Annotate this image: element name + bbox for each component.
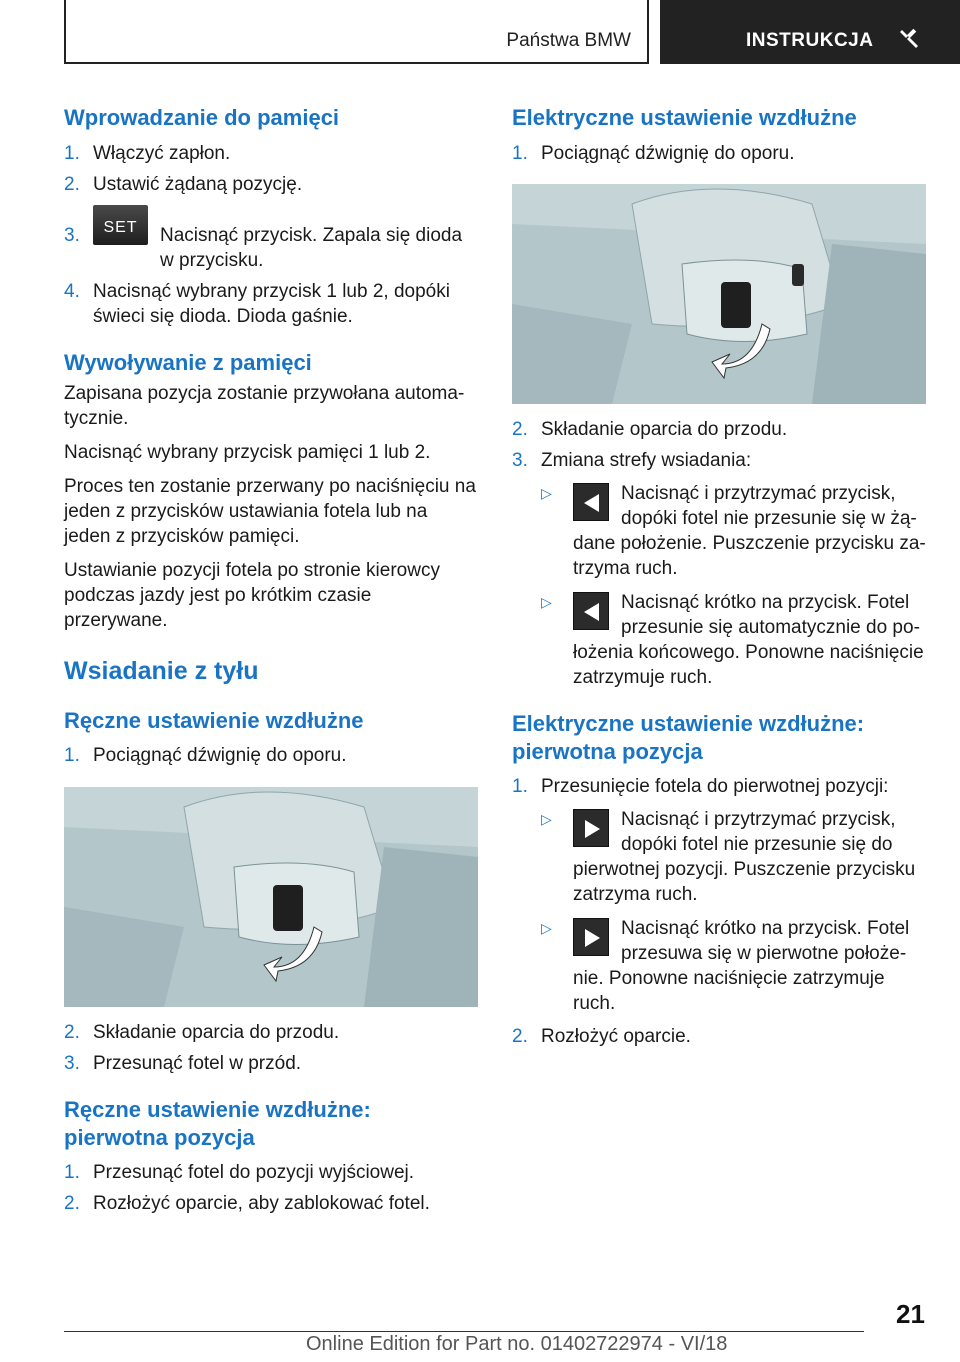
step-number: 1. bbox=[64, 143, 80, 164]
recall-paragraph-3: Proces ten zostanie przerwany po naciśnięciu na jeden z przycisków ustawiania fotela lub na jeden z przycisków pamięci. bbox=[64, 476, 476, 547]
memory-step-3: 3. SET Nacisnąć przycisk. Zapala się dioda w przycisku. bbox=[64, 211, 478, 261]
memory-step-1: 1. Włączyć zapłon. bbox=[64, 143, 231, 164]
seat-lever-photo bbox=[64, 787, 478, 1007]
step-number: 3. bbox=[64, 1053, 80, 1074]
rear-entry-heading: Wsiadanie z tyłu bbox=[64, 657, 259, 685]
forward-button-icon bbox=[573, 809, 609, 847]
electric-seat-lever-photo bbox=[512, 184, 926, 404]
step-number: 1. bbox=[512, 776, 528, 797]
electric-original-bullet-1: ▷ Nacisnąć i przytrzymać przycisk, dopóki fotel nie przesunie się do pierwotnej pozycji. Puszczenie przycisku zatrzyma ruch. bbox=[541, 809, 916, 905]
recall-paragraph-2: Nacisnąć wybrany przycisk pamięci 1 lub 2. bbox=[64, 442, 431, 463]
electric-step-2: 2. Składanie oparcia do przodu. bbox=[512, 419, 788, 440]
step-number: 2. bbox=[64, 174, 80, 195]
bullet-triangle-icon: ▷ bbox=[541, 485, 552, 501]
owner-tab-label: Państwa BMW bbox=[506, 30, 631, 51]
memory-step-4: 4. Nacisnąć wybrany przycisk 1 lub 2, dopóki świeci się dioda. Dioda gaśnie. bbox=[64, 281, 450, 327]
step-number: 3. bbox=[512, 450, 528, 471]
manual-step-3: 3. Przesunąć fotel w przód. bbox=[64, 1053, 302, 1074]
step-number: 2. bbox=[64, 1193, 80, 1214]
electric-bullet-1: ▷ Nacisnąć i przytrzymać przycisk, dopóki fotel nie przesunie się w żądane położenie. Puszczenie przycisku zatrzyma ruch. bbox=[541, 483, 926, 579]
instructions-tab-label: INSTRUKCJA bbox=[746, 30, 874, 51]
step-number: 3. bbox=[64, 225, 80, 246]
footer-edition: Online Edition for Part no. 01402722974 - VI/18 bbox=[306, 1333, 728, 1355]
electric-original-step-1: 1. Przesunięcie fotela do pierwotnej pozycji: bbox=[512, 776, 889, 797]
manual-original-heading: Ręczne ustawienie wzdłużne: pierwotna pozycja bbox=[64, 1097, 371, 1150]
step-number: 2. bbox=[512, 419, 528, 440]
recall-heading: Wywoływanie z pamięci bbox=[64, 350, 312, 375]
bullet-triangle-icon: ▷ bbox=[541, 811, 552, 827]
electric-original-bullet-2: ▷ Nacisnąć krótko na przycisk. Fotel przesuwa się w pierwotne położenie. Ponowne naciśnięcie zatrzymuje ruch. bbox=[541, 918, 910, 1014]
page-number: 21 bbox=[896, 1299, 925, 1329]
step-number: 1. bbox=[64, 1162, 80, 1183]
backward-button-icon bbox=[573, 483, 609, 521]
footer-divider bbox=[64, 1331, 864, 1332]
right-column bbox=[512, 100, 926, 1049]
electric-original-heading: Elektryczne ustawienie wzdłużne: pierwotna pozycja bbox=[512, 711, 865, 764]
electric-heading: Elektryczne ustawienie wzdłużne bbox=[512, 105, 857, 130]
backward-button-icon bbox=[573, 592, 609, 630]
electric-bullet-2: ▷ Nacisnąć krótko na przycisk. Fotel przesunie się automatycznie do położenia końcowego. Ponowne naciśnięcie zatrzymuje ruch. bbox=[541, 592, 924, 688]
manual-heading: Ręczne ustawienie wzdłużne bbox=[64, 708, 364, 733]
step-number: 4. bbox=[64, 281, 80, 302]
recall-paragraph-1: Zapisana pozycja zostanie przywołana automatycznie. bbox=[64, 383, 465, 429]
wrench-icon bbox=[896, 26, 922, 52]
manual-original-step-1: 1. Przesunąć fotel do pozycji wyjściowej. bbox=[64, 1162, 415, 1183]
forward-button-icon bbox=[573, 918, 609, 956]
header-tab-instructions[interactable] bbox=[660, 0, 960, 64]
electric-step-1: 1. Pociągnąć dźwignię do oporu. bbox=[512, 143, 795, 164]
bullet-triangle-icon: ▷ bbox=[541, 920, 552, 936]
step-number: 2. bbox=[512, 1026, 528, 1047]
memory-step-2: 2. Ustawić żądaną pozycję. bbox=[64, 174, 303, 195]
manual-original-step-2: 2. Rozłożyć oparcie, aby zablokować fotel. bbox=[64, 1193, 430, 1214]
electric-original-step-2: 2. Rozłożyć oparcie. bbox=[512, 1026, 691, 1047]
step-number: 1. bbox=[512, 143, 528, 164]
manual-step-2: 2. Składanie oparcia do przodu. bbox=[64, 1022, 340, 1043]
recall-paragraph-4: Ustawianie pozycji fotela po stronie kierowcy podczas jazdy jest po krótkim czasie przerywane. bbox=[64, 560, 440, 631]
step-number: 1. bbox=[64, 745, 80, 766]
manual-step-1: 1. Pociągnąć dźwignię do oporu. bbox=[64, 745, 347, 766]
left-column bbox=[64, 100, 478, 1216]
bullet-triangle-icon: ▷ bbox=[541, 594, 552, 610]
header-tab-owner[interactable] bbox=[64, 0, 649, 64]
memory-heading: Wprowadzanie do pamięci bbox=[64, 105, 340, 130]
set-button-icon: SET bbox=[93, 205, 148, 245]
step-number: 2. bbox=[64, 1022, 80, 1043]
electric-step-3: 3. Zmiana strefy wsiadania: bbox=[512, 450, 752, 471]
